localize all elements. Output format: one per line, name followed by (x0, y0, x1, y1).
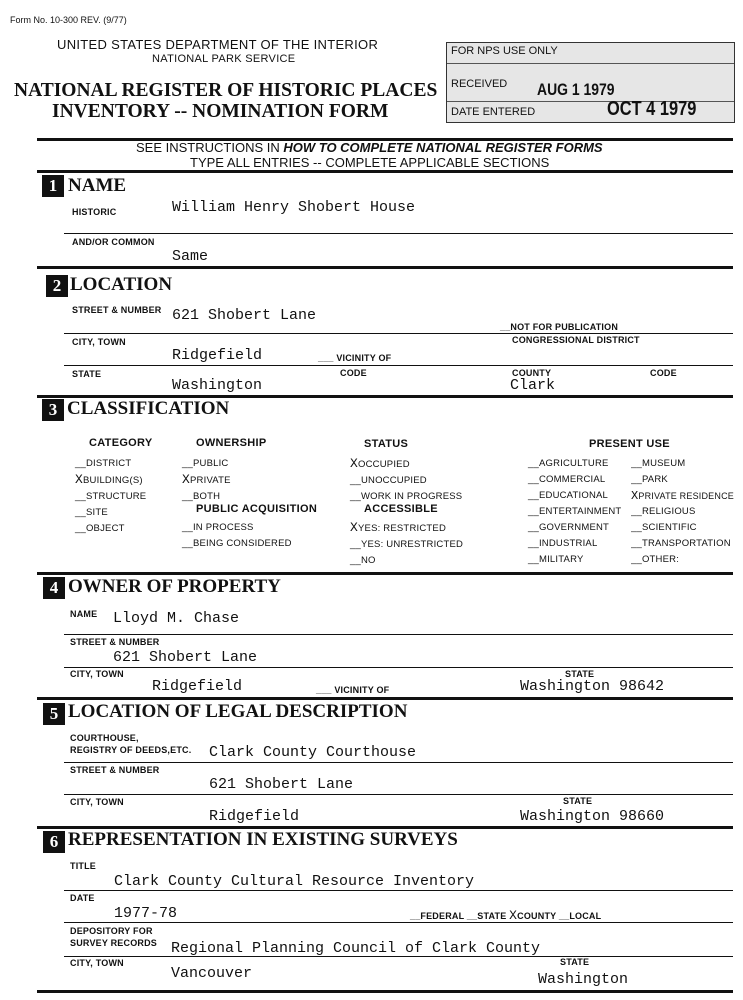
survey-title: Clark County Cultural Resource Inventory (114, 873, 475, 890)
use-commercial: __COMMERCIAL (528, 474, 606, 485)
accessible-restricted: XYES: RESTRICTED (350, 520, 447, 535)
category-structure: __STRUCTURE (75, 491, 147, 502)
depository-name: Regional Planning Council of Clark County (171, 940, 541, 957)
category-district: __DISTRICT (75, 458, 132, 469)
instructions-line2: TYPE ALL ENTRIES -- COMPLETE APPLICABLE SECTIONS (190, 155, 550, 170)
section-1-number: 1 (42, 175, 64, 197)
legal-city-label: CITY, TOWN (70, 797, 124, 807)
use-museum: __MUSEUM (631, 458, 686, 469)
owner-vicinity-label: ___ VICINITY OF (316, 685, 390, 695)
use-scientific: __SCIENTIFIC (631, 522, 697, 533)
owner-street-label: STREET & NUMBER (70, 637, 160, 647)
use-entertainment: __ENTERTAINMENT (528, 506, 622, 517)
status-work-in-progress: __WORK IN PROGRESS (350, 491, 463, 502)
section-6-title: REPRESENTATION IN EXISTING SURVEYS (68, 829, 458, 850)
category-heading: CATEGORY (89, 437, 153, 449)
acquisition-list (182, 520, 292, 552)
use-agriculture: __AGRICULTURE (528, 458, 609, 469)
vicinity-label: ___ VICINITY OF (318, 353, 392, 363)
received-stamp: AUG 1 1979 (537, 80, 615, 99)
status-heading: STATUS (364, 438, 409, 450)
nps-use-only-box (446, 42, 735, 123)
survey-state-label: STATE (560, 957, 590, 967)
congressional-district-label: CONGRESSIONAL DISTRICT (512, 335, 640, 345)
present-use-list-2 (631, 456, 741, 568)
category-list (75, 456, 146, 537)
use-transportation: __TRANSPORTATION (631, 538, 731, 549)
use-park: __PARK (631, 474, 668, 485)
owner-name-label: NAME (70, 609, 98, 619)
section-3-number: 3 (42, 399, 64, 421)
category-buildings: XBUILDING(S) (75, 472, 143, 487)
common-name: Same (172, 248, 209, 265)
survey-city-label: CITY, TOWN (70, 958, 124, 968)
owner-state: Washington 98642 (520, 678, 665, 695)
acquisition-in-process: __IN PROCESS (182, 522, 254, 533)
owner-name: Lloyd M. Chase (113, 610, 240, 627)
form-title-line1: NATIONAL REGISTER OF HISTORIC PLACES (14, 80, 438, 101)
present-use-list-1 (528, 456, 621, 568)
category-object: __OBJECT (75, 523, 125, 534)
not-for-publication: __NOT FOR PUBLICATION (500, 322, 619, 332)
survey-state: Washington (538, 971, 629, 988)
section-3-title: CLASSIFICATION (67, 398, 230, 419)
use-government: __GOVERNMENT (528, 522, 610, 533)
survey-date-label: DATE (70, 893, 95, 903)
category-site: __SITE (75, 507, 108, 518)
street-label: STREET & NUMBER (72, 305, 162, 315)
owner-street: 621 Shobert Lane (113, 649, 258, 666)
date-entered-label: DATE ENTERED (451, 106, 536, 118)
present-use-heading: PRESENT USE (589, 438, 670, 450)
ownership-public: __PUBLIC (182, 458, 229, 469)
section-5-title: LOCATION OF LEGAL DESCRIPTION (68, 701, 408, 722)
use-other: __OTHER: (631, 554, 680, 565)
section-2-number: 2 (46, 275, 68, 297)
acquisition-heading: PUBLIC ACQUISITION (196, 503, 318, 515)
survey-city: Vancouver (171, 965, 253, 982)
legal-state: Washington 98660 (520, 808, 665, 825)
location-street: 621 Shobert Lane (172, 307, 317, 324)
courthouse-label-1: COURTHOUSE, (70, 733, 139, 743)
section-4-number: 4 (43, 577, 65, 599)
instructions-line1: SEE INSTRUCTIONS IN HOW TO COMPLETE NATIONAL REGISTER FORMS (136, 140, 603, 155)
section-4-title: OWNER OF PROPERTY (68, 576, 281, 597)
ownership-list (182, 456, 231, 505)
nps-heading: FOR NPS USE ONLY (451, 45, 558, 57)
use-educational: __EDUCATIONAL (528, 490, 609, 501)
ownership-heading: OWNERSHIP (196, 437, 267, 449)
owner-city-label: CITY, TOWN (70, 669, 124, 679)
location-city: Ridgefield (172, 347, 263, 364)
city-label: CITY, TOWN (72, 337, 126, 347)
code-label: CODE (340, 368, 367, 378)
department-name: UNITED STATES DEPARTMENT OF THE INTERIOR (57, 37, 379, 52)
owner-city: Ridgefield (152, 678, 243, 695)
legal-street-label: STREET & NUMBER (70, 765, 160, 775)
survey-title-label: TITLE (70, 861, 96, 871)
status-list (350, 456, 462, 505)
courthouse-label-2: REGISTRY OF DEEDS,ETC. (70, 745, 192, 755)
status-unoccupied: __UNOCCUPIED (350, 475, 427, 486)
section-5-number: 5 (43, 703, 65, 725)
location-county: Clark (510, 377, 556, 394)
date-entered-stamp: OCT 4 1979 (607, 98, 697, 120)
county-code-label: CODE (650, 368, 677, 378)
use-industrial: __INDUSTRIAL (528, 538, 598, 549)
use-religious: __RELIGIOUS (631, 506, 696, 517)
ownership-both: __BOTH (182, 491, 221, 502)
ownership-private: XPRIVATE (182, 472, 231, 487)
service-name: NATIONAL PARK SERVICE (152, 53, 296, 65)
section-6-number: 6 (43, 831, 65, 853)
legal-street: 621 Shobert Lane (209, 776, 354, 793)
depository-label-2: SURVEY RECORDS (70, 938, 157, 948)
section-2-title: LOCATION (70, 274, 173, 295)
common-label: AND/OR COMMON (72, 237, 155, 247)
owner-state-label: STATE (565, 669, 595, 679)
accessible-heading: ACCESSIBLE (364, 503, 438, 515)
acquisition-being-considered: __BEING CONSIDERED (182, 538, 292, 549)
historic-label: HISTORIC (72, 207, 117, 217)
survey-date: 1977-78 (114, 905, 178, 922)
use-private-residence: XPRIVATE RESIDENCE (631, 489, 734, 503)
form-number: Form No. 10-300 REV. (9/77) (10, 15, 127, 25)
location-state: Washington (172, 377, 263, 394)
section-1-title: NAME (68, 175, 127, 196)
depository-label-1: DEPOSITORY FOR (70, 926, 153, 936)
state-label: STATE (72, 369, 102, 379)
received-label: RECEIVED (451, 78, 508, 90)
survey-level: __FEDERAL __STATE XCOUNTY __LOCAL (410, 908, 602, 923)
county-label: COUNTY (512, 368, 552, 378)
status-occupied: XOCCUPIED (350, 456, 410, 471)
courthouse-name: Clark County Courthouse (209, 744, 417, 761)
use-military: __MILITARY (528, 554, 584, 565)
accessible-list (350, 520, 463, 569)
legal-state-label: STATE (563, 796, 593, 806)
form-title-line2: INVENTORY -- NOMINATION FORM (52, 101, 389, 122)
historic-name: William Henry Shobert House (172, 199, 416, 216)
legal-city: Ridgefield (209, 808, 300, 825)
accessible-no: __NO (350, 555, 376, 566)
accessible-unrestricted: __YES: UNRESTRICTED (350, 539, 464, 550)
